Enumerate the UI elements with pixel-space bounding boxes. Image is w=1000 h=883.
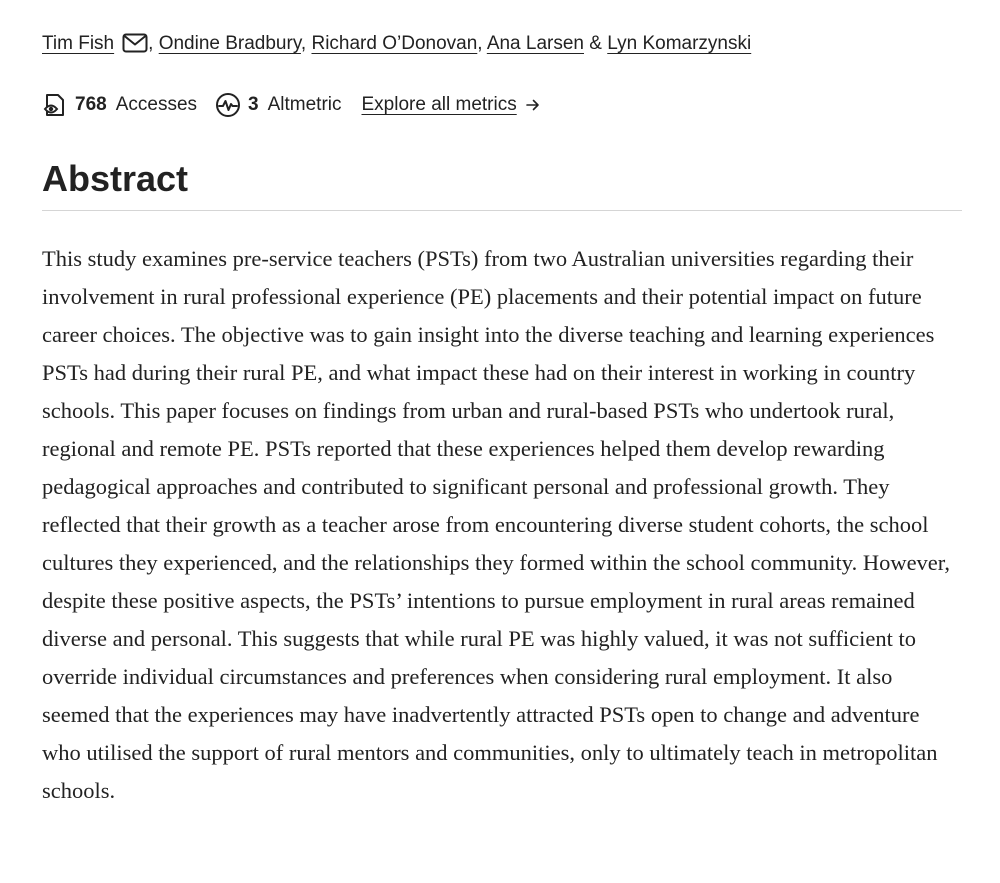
author-list xyxy=(42,30,751,58)
author-separator: , xyxy=(148,33,154,54)
altmetric-metric xyxy=(215,90,341,120)
accesses-label: Accesses xyxy=(115,94,198,115)
altmetric-icon xyxy=(215,92,241,118)
accesses-count: 768 xyxy=(75,94,107,115)
author-link[interactable]: Tim Fish xyxy=(42,33,115,54)
author-separator: , xyxy=(300,33,307,54)
explore-metrics-link[interactable] xyxy=(362,90,541,120)
section-divider xyxy=(42,210,962,211)
explore-metrics-label: Explore all metrics xyxy=(361,94,517,115)
altmetric-score: 3 xyxy=(248,94,259,115)
abstract-text: This study examines pre-service teachers (PSTs) from two Australian universities regarding their involvement in rural professional experience (PE) placements and their potential impact on future career choices. The objective was to gain insight into the diverse teaching and learning experiences PSTs had during their rural PE, and what impact these had on their interest in working in country schools. This paper focuses on findings from urban and rural-based PSTs who undertook rural, regional and remote PE. PSTs reported that these experiences helped them develop rewarding pedagogical approaches and contributed to significant personal and professional growth. They reflected that their growth as a teacher arose from encountering diverse student cohorts, the school cultures they experienced, and the relationships they formed within the school community. However, despite these positive aspects, the PSTs’ intentions to pursue employment in rural areas remained diverse and personal. This suggests that while rural PE was highly valued, it was not sufficient to override individual circumstances and preferences when considering rural employment. It also seemed that the experiences may have inadvertently attracted PSTs open to change and adventure who utilised the support of rural mentors and communities, only to ultimately teach in metropolitan schools. xyxy=(42,246,951,803)
author-link[interactable]: Ana Larsen xyxy=(486,33,584,54)
accesses-metric xyxy=(42,90,197,120)
author-link[interactable]: Lyn Komarzynski xyxy=(607,33,752,54)
altmetric-label: Altmetric xyxy=(267,94,342,115)
author-separator: & xyxy=(589,33,602,54)
author-link[interactable]: Ondine Bradbury xyxy=(158,33,301,54)
author-separator: , xyxy=(477,33,483,54)
accesses-icon xyxy=(42,92,68,118)
abstract-heading: Abstract xyxy=(42,158,189,199)
email-icon[interactable] xyxy=(122,33,148,53)
author-link[interactable]: Richard O’Donovan xyxy=(311,33,478,54)
arrow-right-icon xyxy=(525,97,541,113)
article-metrics xyxy=(42,90,541,120)
